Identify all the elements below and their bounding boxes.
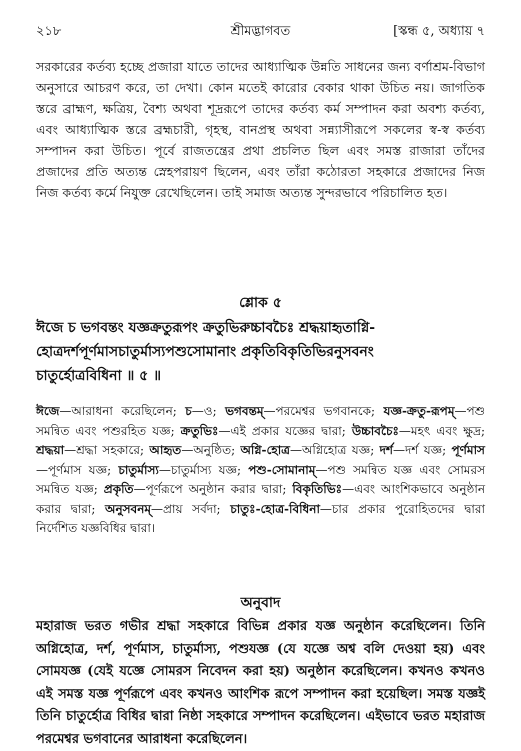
synonym-word: ভগবন্তম্ — [225, 404, 264, 418]
synonym-meaning: —দর্শ যজ্ঞ; — [393, 443, 452, 457]
translation-heading: অনুবাদ — [240, 595, 281, 611]
synonym-meaning: —শ্রদ্ধা সহকারে; — [64, 443, 150, 457]
synonym-meaning: —পরমেশ্বর ভগবানকে; — [263, 404, 384, 418]
synonym-meaning: —পূর্ণরূপে অনুষ্ঠান করার দ্বারা; — [133, 482, 293, 496]
synonym-word: চাতুঃ-হোত্র-বিধিনা — [230, 501, 320, 516]
verse-heading: শ্লোক ৫ — [239, 295, 282, 311]
synonym-meaning: —পশু সমন্বিত এবং পশুরহিত যজ্ঞ; — [36, 404, 485, 438]
synonym-word: ঈজে — [36, 404, 60, 418]
synonym-word: যজ্ঞ-ক্রতু-রূপম্ — [383, 404, 455, 418]
synonym-meaning: —প্রায় সর্বদা; — [151, 501, 231, 516]
synonym-word: দর্শ — [379, 443, 393, 457]
page-number: ২১৮ — [36, 24, 62, 39]
synonym-meaning: —এবং আংশিকভাবে অনুষ্ঠান করার দ্বারা; — [36, 482, 485, 516]
synonym-word: পশু-সোমানাম্ — [248, 462, 316, 477]
verse-line-2: হোত্রদর্শপূর্ণমাসচাতুর্মাস্যপশুসোমানাং প্রকৃতিবিকৃতিভিরনুসবনং — [36, 344, 374, 360]
verse-line-1: ঈজে চ ভগবন্তং যজ্ঞক্রতুরূপং ক্রতুভিরুচ্চাবচৈঃ শ্রদ্ধয়াহৃতাগ্নি- — [36, 320, 376, 336]
synonym-word: উচ্চাবচৈঃ — [351, 423, 399, 438]
synonym-meaning: —চাতুর্মাস্য যজ্ঞ; — [158, 462, 249, 477]
synonym-meaning: —পশু সমন্বিত যজ্ঞ এবং সোমরস সমন্বিত যজ্ঞ; — [36, 462, 485, 496]
translation-paragraph: মহারাজ ভরত গভীর শ্রদ্ধা সহকারে বিভিন্ন প্রকার যজ্ঞ অনুষ্ঠান করেছিলেন। তিনি অগ্নিহোত্র, দর্শ, পূর্ণমাস, চাতুর্মাস্য, পশুযজ্ঞ (যে যজ্ঞে অশ্ব বলি দেওয়া হয়) এবং সোমযজ্ঞ (যেই যজ্ঞে সোমরস নিবেদন করা হয়) অনুষ্ঠান করেছিলেন। কখনও কখনও এই সমস্ত যজ্ঞ পূর্ণরূপে এবং কখনও আংশিক রূপে সম্পাদন করা হয়েছিল। সমস্ত যজ্ঞই তিনি চাতুর্হোত্র বিধির দ্বারা নিষ্ঠা সহকারে সম্পাদন করেছিলেন। এইভাবে ভরত মহারাজ পরমেশ্বর ভগবানের আরাধনা করেছিলেন। — [36, 619, 485, 747]
synonym-meaning: —এই প্রকার যজ্ঞের দ্বারা; — [218, 423, 352, 438]
synonym-word: আহৃত — [149, 443, 182, 457]
synonym-word: অগ্নি-হোত্র — [240, 443, 291, 457]
purport-paragraph: সরকারের কর্তব্য হচ্ছে প্রজারা যাতে তাদের আধ্যাত্মিক উন্নতি সাধনের জন্য বর্ণাশ্রম-বিভাগ অনুসারে আচরণ করে, তা দেখা। কোন মতেই কারোর বেকার থাকা উচিত নয়। জাগতিক স্তরে ব্রাহ্মণ, ক্ষত্রিয়, বৈশ্য অথবা শূদ্ররূপে তাদের কর্তব্য কর্ম সম্পাদন করা অবশ্য কর্তব্য, এবং আধ্যাত্মিক স্তরে ব্রহ্মচারী, গৃহস্থ, বানপ্রস্থ অথবা সন্ন্যাসীরূপে সকলের স্ব-স্ব কর্তব্য সম্পাদন করা উচিত। পূর্বে রাজতন্ত্রের প্রথা প্রচলিত ছিল এবং সমস্ত রাজারা তাঁদের প্রজাদের প্রতি অত্যন্ত স্নেহপরায়ণ ছিলেন, এবং তাঁরা কঠোরতা সহকারে প্রজাদের নিজ নিজ কর্তব্য কর্মে নিযুক্ত রেখেছিলেন। তাই সমাজ অত্যন্ত সুন্দরভাবে পরিচালিত হত। — [36, 59, 485, 200]
synonyms-paragraph — [36, 402, 485, 539]
synonym-word: শ্রদ্ধয়া — [36, 443, 65, 457]
synonym-meaning: —অনুষ্ঠিত; — [181, 443, 241, 457]
synonym-meaning: —আরাধনা করেছিলেন; — [59, 404, 186, 418]
synonym-meaning: —চার প্রকার পুরোহিতদের দ্বারা নির্দেশিত যজ্ঞবিধির দ্বারা। — [36, 501, 485, 535]
synonym-meaning: —মহৎ এবং ক্ষুদ্র; — [398, 423, 485, 438]
running-header — [36, 22, 485, 44]
synonym-meaning: —পূর্ণমাস যজ্ঞ; — [36, 462, 119, 477]
verse-line-3: চাতুর্হোত্রবিধিনা ॥ ৫ ॥ — [36, 368, 162, 384]
synonym-word: চাতুর্মাস্য — [118, 462, 159, 477]
chapter-reference: [স্কন্ধ ৫, অধ্যায় ৭ — [393, 24, 485, 39]
synonym-word: অনুসবনম্ — [105, 501, 152, 516]
synonym-meaning: —অগ্নিহোত্র যজ্ঞ; — [290, 443, 380, 457]
synonym-word: পূর্ণমাস — [451, 443, 485, 457]
synonym-word: চ — [185, 404, 192, 418]
book-title: শ্রীমদ্ভাগবত — [230, 24, 291, 39]
synonym-word: প্রকৃতি — [103, 482, 134, 496]
synonym-meaning: —ও; — [191, 404, 226, 418]
synonym-word: বিকৃতিভিঃ — [292, 482, 343, 496]
synonym-word: ক্রতুভিঃ — [180, 423, 219, 438]
verse-text — [36, 316, 485, 388]
